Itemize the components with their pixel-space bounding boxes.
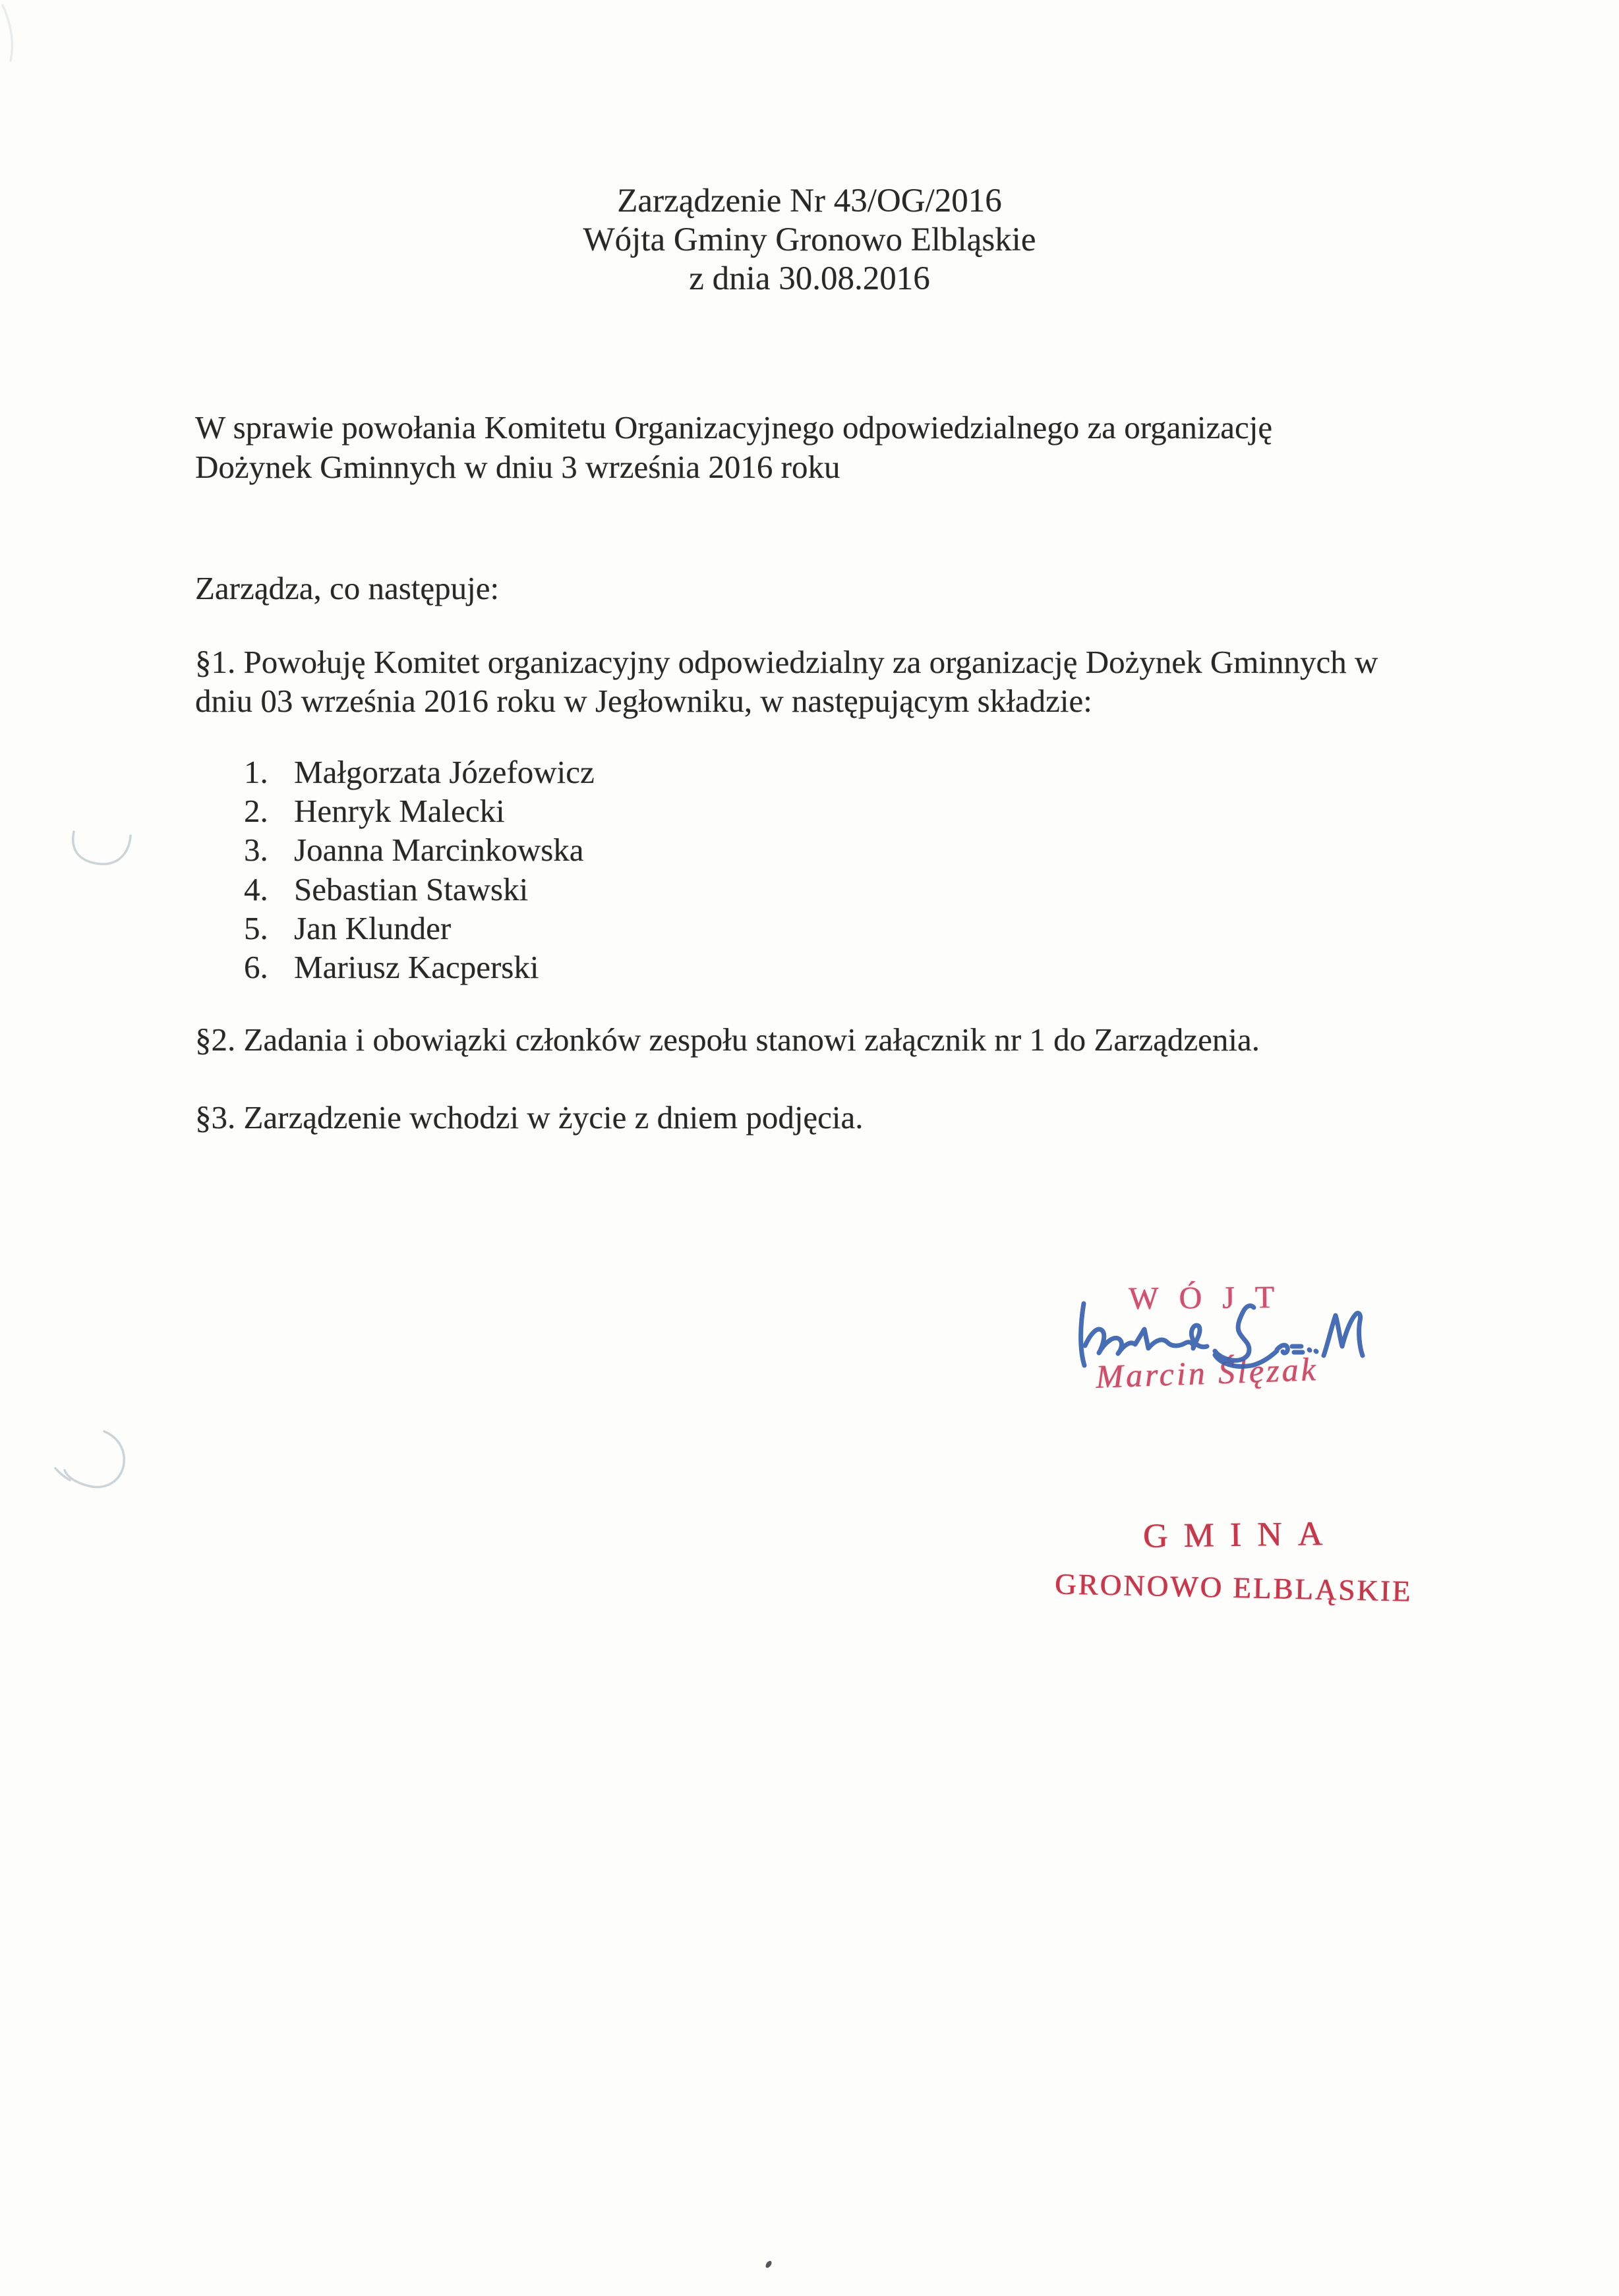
list-item — [244, 791, 595, 830]
member-name: Henryk Malecki — [294, 793, 505, 830]
ink-speck — [765, 2260, 773, 2269]
list-item — [244, 909, 595, 948]
gmina-stamp — [1054, 1514, 1413, 1608]
gmina-stamp-line-1: GMINA — [1142, 1514, 1339, 1555]
paragraph-1-line-2: dniu 03 września 2016 roku w Jegłowniku, w następującym składzie: — [195, 683, 1092, 719]
member-number: 1. — [244, 754, 268, 790]
member-name: Joanna Marcinkowska — [294, 832, 584, 869]
member-name: Małgorzata Józefowicz — [294, 754, 595, 790]
gmina-stamp-line-2: GRONOWO ELBLĄSKIE — [1054, 1567, 1413, 1608]
subject-paragraph — [195, 408, 1272, 487]
list-item — [244, 948, 595, 987]
member-name: Sebastian Stawski — [294, 871, 529, 907]
list-item — [244, 830, 595, 869]
member-name: Jan Klunder — [294, 909, 452, 946]
member-number: 6. — [244, 949, 268, 986]
member-name: Mariusz Kacperski — [294, 949, 539, 986]
wojt-stamp-title: WÓJT — [1128, 1279, 1295, 1317]
member-number: 3. — [244, 832, 268, 869]
paragraph-2: §2. Zadania i obowiązki członków zespołu stanowi załącznik nr 1 do Zarządzenia. — [195, 1021, 1260, 1058]
title-line-3: z dnia 30.08.2016 — [689, 260, 930, 297]
committee-members-list — [244, 753, 595, 987]
paragraph-3: §3. Zarządzenie wchodzi w życie z dniem podjęcia. — [195, 1099, 864, 1135]
member-number: 4. — [244, 871, 268, 907]
title-line-1: Zarządzenie Nr 43/OG/2016 — [617, 183, 1002, 219]
subject-line-1: W sprawie powołania Komitetu Organizacyjnego odpowiedzialnego za organizację — [195, 409, 1273, 445]
document-title — [0, 182, 1619, 299]
paragraph-1 — [195, 643, 1378, 720]
member-number: 2. — [244, 793, 268, 830]
list-item — [244, 870, 595, 909]
intro-paragraph: Zarządza, co następuje: — [195, 570, 500, 606]
paragraph-1-line-1: §1. Powołuję Komitet organizacyjny odpowiedzialny za organizację Dożynek Gminnych w — [195, 644, 1378, 680]
wojt-stamp-name: Marcin Ślęzak — [1095, 1350, 1319, 1395]
subject-line-2: Dożynek Gminnych w dniu 3 września 2016 roku — [195, 449, 840, 485]
member-number: 5. — [244, 909, 268, 946]
list-item — [244, 753, 595, 791]
title-line-2: Wójta Gminy Gronowo Elbląskie — [583, 221, 1036, 258]
